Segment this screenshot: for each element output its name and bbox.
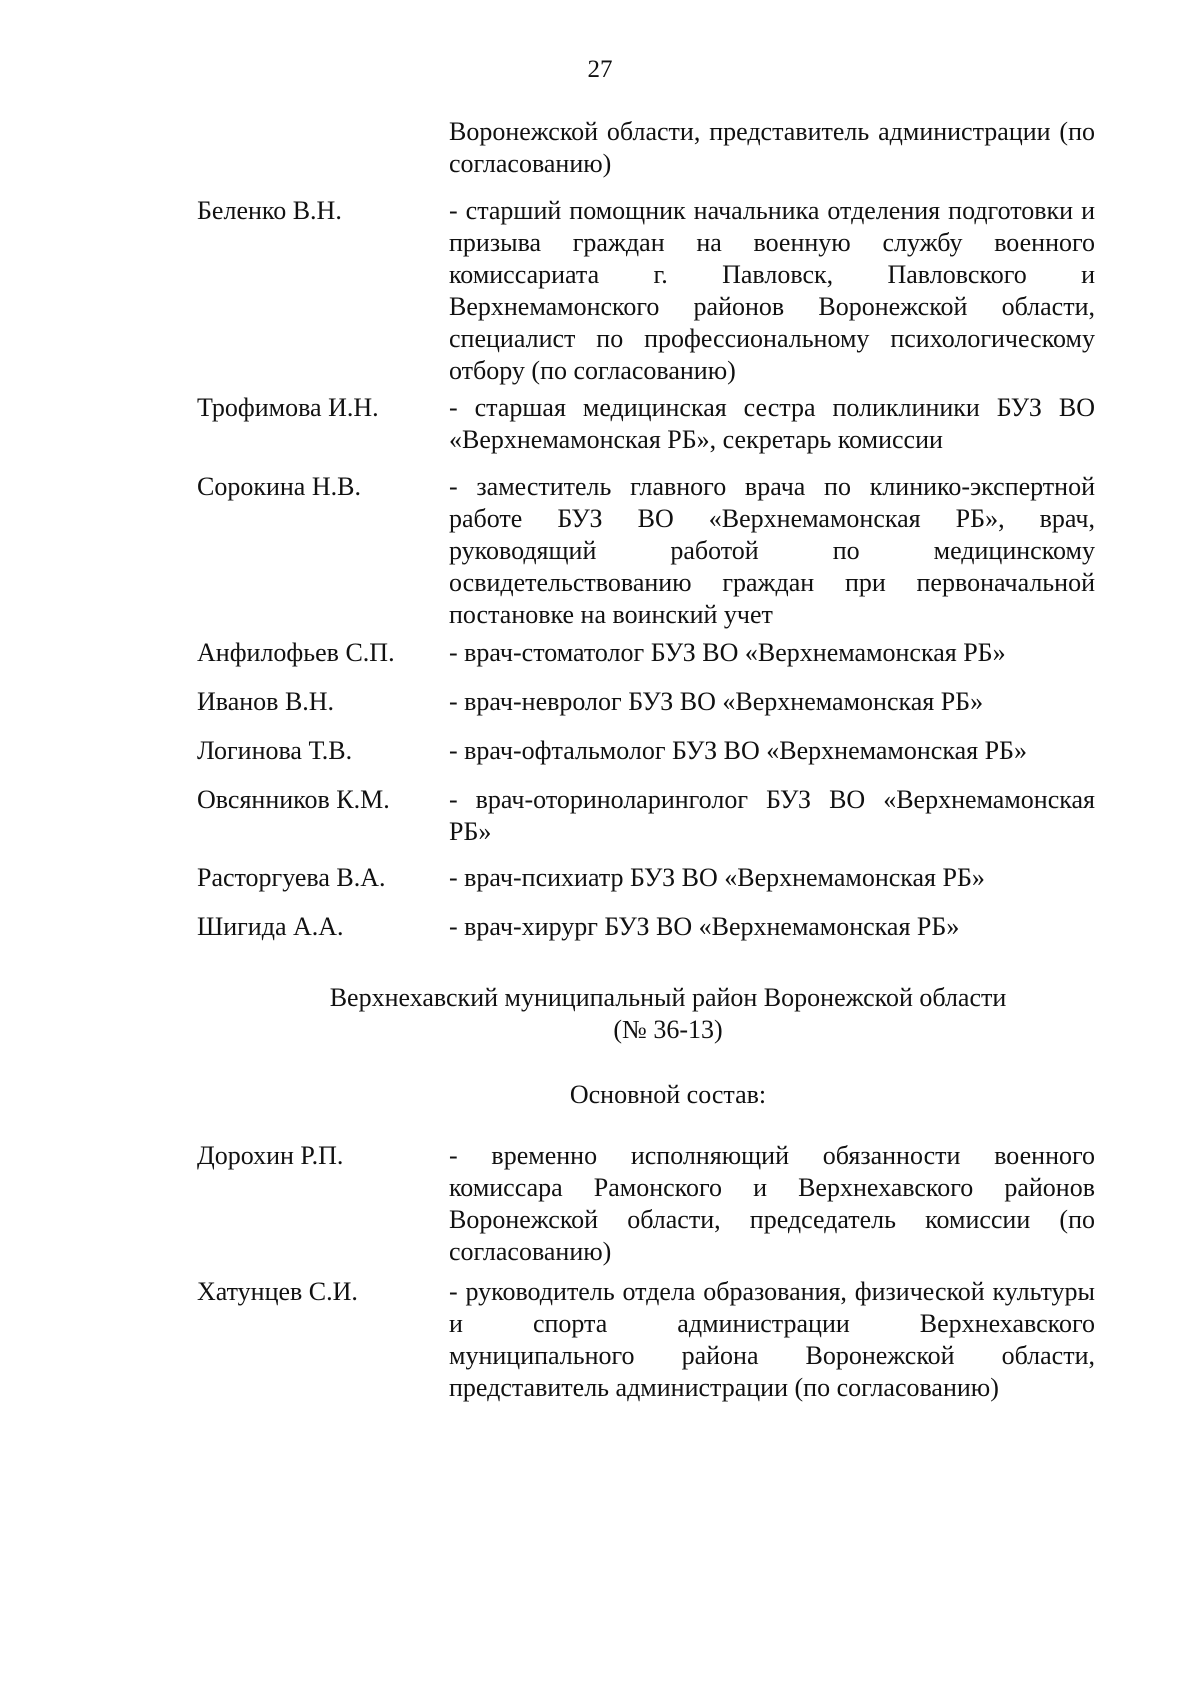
composition-heading: Основной состав: (569, 1080, 767, 1109)
member-role: - старшая медицинская сестра поликлиники БУЗ ВО «Верхнемамонская РБ», секретарь комиссии (449, 393, 1095, 454)
member-role: - временно исполняющий обязанности военного комиссара Рамонского и Верхнехавского районов Воронежской области, председатель комиссии (по согласованию) (449, 1141, 1095, 1266)
member-name: Хатунцев С.И. (197, 1277, 358, 1306)
member-name: Сорокина Н.В. (197, 472, 361, 501)
member-name: Дорохин Р.П. (197, 1141, 344, 1170)
member-role: - врач-стоматолог БУЗ ВО «Верхнемамонская РБ» (449, 638, 1006, 667)
page-number: 27 (587, 56, 613, 83)
district-title: Верхнехавский муниципальный район Воронежской области (329, 983, 1007, 1012)
member-role: - врач-психиатр БУЗ ВО «Верхнемамонская РБ» (449, 863, 985, 892)
member-name: Расторгуева В.А. (197, 863, 386, 892)
district-number: (№ 36-13) (613, 1015, 723, 1044)
member-name: Логинова Т.В. (197, 736, 353, 765)
member-role: - врач-офтальмолог БУЗ ВО «Верхнемамонская РБ» (449, 736, 1027, 765)
member-name: Трофимова И.Н. (197, 393, 379, 422)
member-name: Шигида А.А. (197, 912, 344, 941)
member-role: - руководитель отдела образования, физической культуры и спорта администрации Верхнехавского муниципального района Воронежской области, представитель администрации (по согласованию) (449, 1277, 1095, 1402)
member-name: Овсянников К.М. (197, 785, 390, 814)
member-name: Иванов В.Н. (197, 687, 335, 716)
member-role: - врач-хирург БУЗ ВО «Верхнемамонская РБ» (449, 912, 960, 941)
member-name: Анфилофьев С.П. (197, 638, 395, 667)
carryover-role-text: Воронежской области, представитель администрации (по согласованию) (449, 117, 1095, 178)
member-role: - заместитель главного врача по клинико-экспертной работе БУЗ ВО «Верхнемамонская РБ», врач, руководящий работой по медицинскому освидетельствованию граждан при первоначальной постановке на воинский учет (449, 472, 1095, 629)
member-role: - старший помощник начальника отделения подготовки и призыва граждан на военную службу военного комиссариата г. Павловск, Павловского и Верхнемамонского районов Воронежской области, специалист по профессиональному психологическому отбору (по согласованию) (449, 196, 1095, 385)
member-role: - врач-оториноларинголог БУЗ ВО «Верхнемамонская РБ» (449, 785, 1095, 846)
member-role: - врач-невролог БУЗ ВО «Верхнемамонская РБ» (449, 687, 984, 716)
member-name: Беленко В.Н. (197, 196, 342, 225)
